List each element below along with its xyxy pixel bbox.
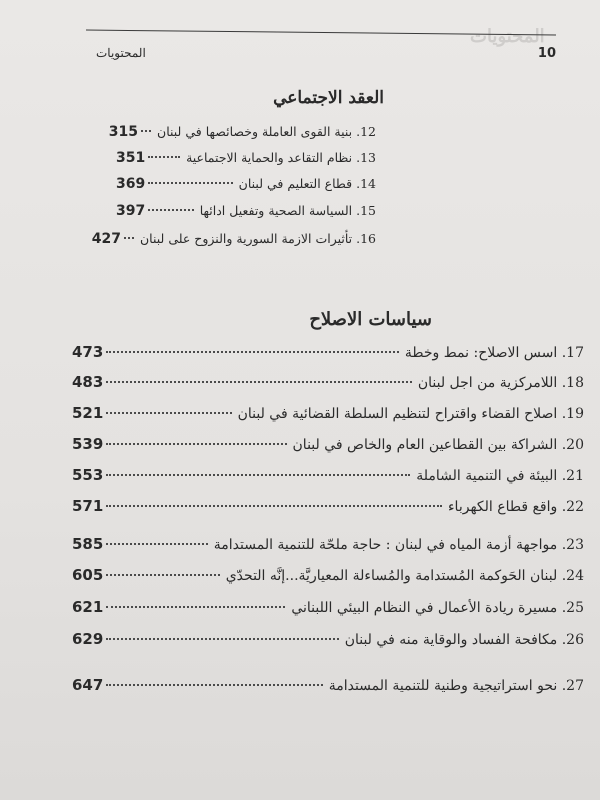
toc-entry[interactable] <box>72 566 584 584</box>
toc-entry[interactable] <box>72 535 584 553</box>
dot-leader <box>106 505 442 507</box>
toc-entry-label: 16. تأثيرات الازمة السورية والنزوح على لبنان <box>140 231 376 246</box>
toc-entry-label: 18. اللامركزية من اجل لبنان <box>417 375 584 391</box>
toc-entry[interactable] <box>72 676 584 694</box>
toc-entry-label: 17. اسس الاصلاح: نمط وخطة <box>404 345 584 361</box>
toc-entry[interactable] <box>72 404 584 422</box>
bleed-through-text: المحتويات <box>470 26 545 47</box>
toc-entry[interactable] <box>72 343 584 361</box>
toc-entry[interactable] <box>72 435 584 453</box>
toc-entry-label: 19. اصلاح القضاء واقتراح لتنظيم السلطة القضائية في لبنان <box>237 406 584 422</box>
dot-leader <box>106 606 285 608</box>
toc-entry-label: 23. مواجهة أزمة المياه في لبنان : حاجة ملحّة للتنمية المستدامة <box>213 537 584 553</box>
section-title-reform-policies: سياسات الاصلاح <box>309 309 432 330</box>
toc-entry-page: 483 <box>72 373 104 391</box>
toc-entry-label: 12. بنية القوى العاملة وخصائصها في لبنان <box>157 124 376 139</box>
toc-entry-page: 571 <box>72 497 104 515</box>
toc-entry-label: 14. قطاع التعليم في لبنان <box>238 176 376 191</box>
toc-entry-page: 473 <box>72 343 104 361</box>
toc-entry-label: 13. نظام التقاعد والحماية الاجتماعية <box>186 150 376 165</box>
toc-entry-page: 585 <box>72 535 104 553</box>
toc-entry[interactable] <box>72 598 584 616</box>
toc-entry-page: 553 <box>72 466 104 484</box>
header-title: المحتويات <box>96 46 146 60</box>
dot-leader <box>106 638 338 640</box>
toc-entry-label: 25. مسيرة ريادة الأعمال في النظام البيئي اللبناني <box>291 600 584 616</box>
toc-entry-page: 539 <box>72 435 104 453</box>
toc-entry-label: 27. نحو استراتيجية وطنية للتنمية المستدامة <box>328 678 584 694</box>
toc-entry-label: 15. السياسة الصحية وتفعيل ادائها <box>199 203 376 218</box>
toc-entry[interactable] <box>72 497 584 515</box>
dot-leader <box>106 412 231 414</box>
toc-entry-page: 521 <box>72 404 104 422</box>
toc-entry[interactable] <box>72 630 584 648</box>
dot-leader <box>106 574 219 576</box>
section-title-social-contract: العقد الاجتماعي <box>273 88 384 108</box>
toc-entry-label: 20. الشراكة بين القطاعين العام والخاص في لبنان <box>292 437 584 453</box>
toc-entry-label: 24. لبنان الحَوكمة المُستدامة والمُساءلة المعياريَّة...إنَّه التحدّي <box>225 568 584 584</box>
toc-entry-label: 21. البيئة في التنمية الشاملة <box>416 468 584 484</box>
toc-entry-page: 369 <box>116 176 146 192</box>
toc-entry-label: 26. مكافحة الفساد والوقاية منه في لبنان <box>344 632 584 648</box>
toc-entry-label: 22. واقع قطاع الكهرباء <box>447 499 584 515</box>
toc-entry-page: 397 <box>116 203 146 219</box>
dot-leader <box>106 474 410 476</box>
toc-entry-page: 315 <box>108 124 139 140</box>
dot-leader <box>106 351 399 353</box>
toc-entry[interactable] <box>72 466 584 484</box>
toc-entry-page: 605 <box>72 566 104 584</box>
dot-leader <box>106 684 322 686</box>
header-page-number: 10 <box>537 46 556 61</box>
toc-entry-page: 629 <box>72 630 104 648</box>
dot-leader <box>106 381 412 383</box>
toc-entry-page: 647 <box>72 676 104 694</box>
toc-entry-page: 351 <box>116 150 146 166</box>
dot-leader <box>106 543 207 545</box>
toc-entry-page: 427 <box>91 231 121 247</box>
toc-entry-page: 621 <box>72 598 104 616</box>
dot-leader <box>106 443 286 445</box>
toc-entry[interactable] <box>72 373 584 391</box>
